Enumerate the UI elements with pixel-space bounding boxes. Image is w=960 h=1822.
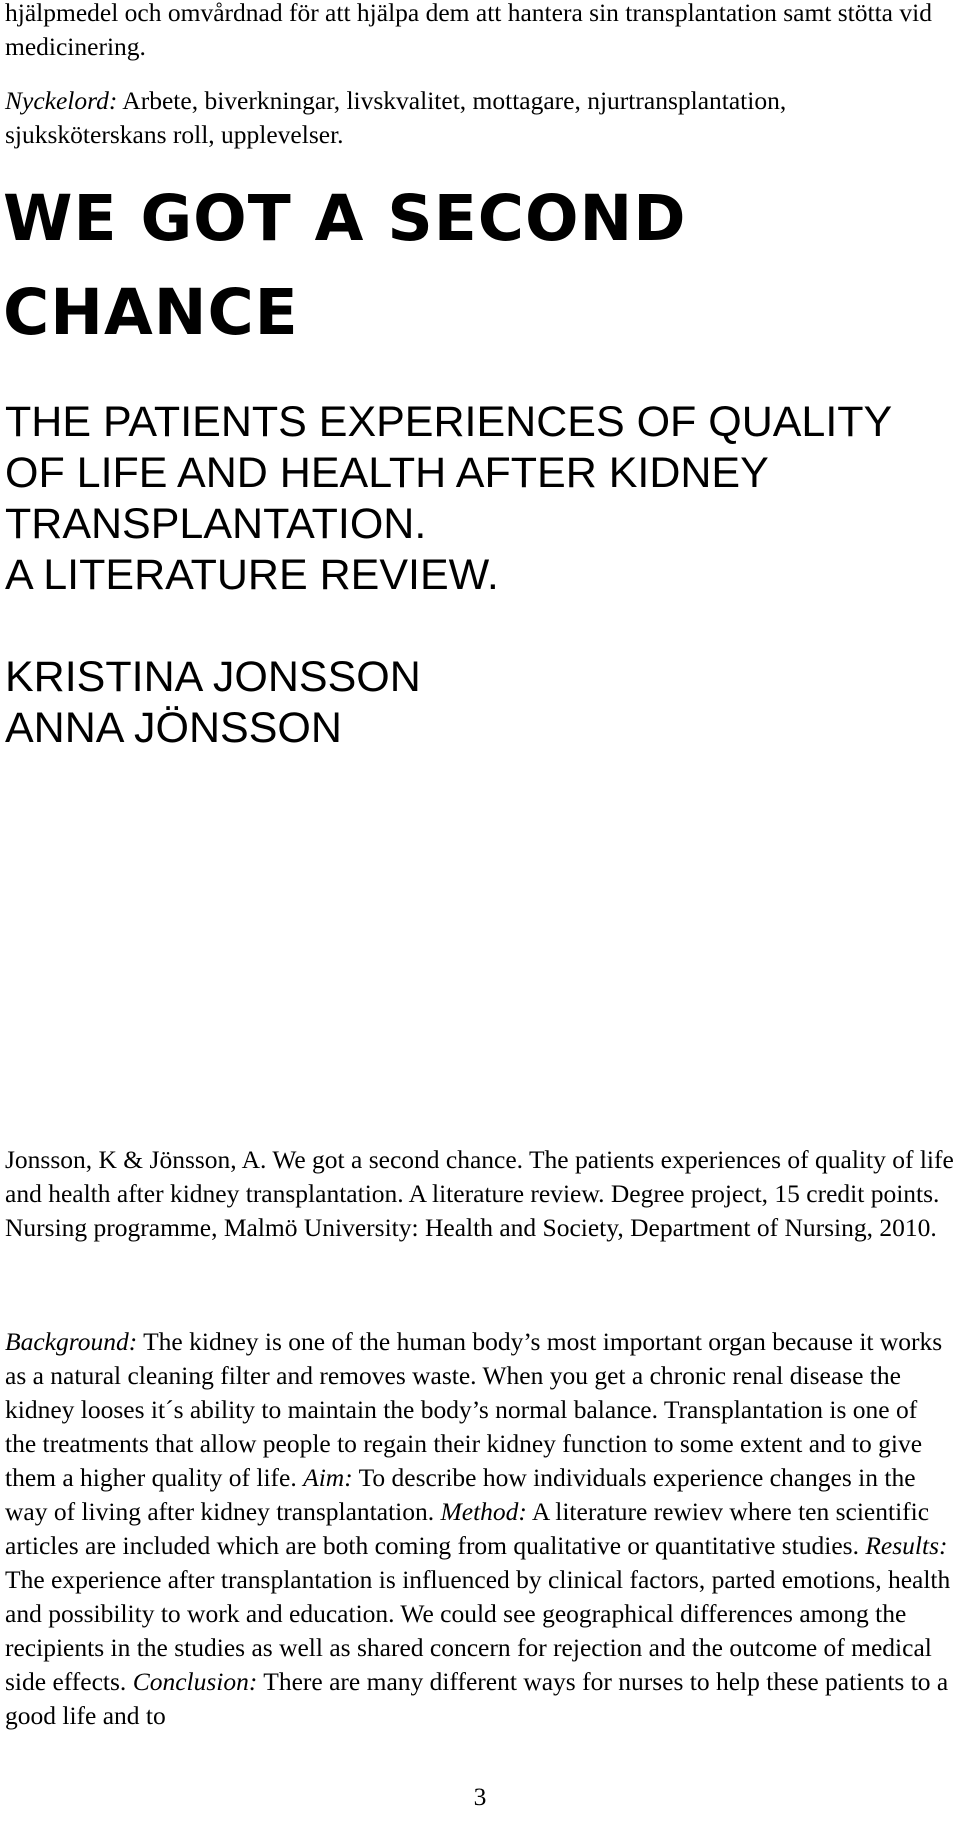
subtitle — [5, 397, 892, 601]
results-label: Results: — [865, 1531, 948, 1560]
aim-label: Aim: — [303, 1463, 353, 1492]
subtitle-line-3: TRANSPLANTATION. — [5, 500, 427, 548]
method-label: Method: — [440, 1497, 527, 1526]
conclusion-label: Conclusion: — [132, 1667, 258, 1696]
page-number: 3 — [473, 1782, 487, 1811]
keywords-paragraph — [5, 84, 954, 152]
intro-paragraph — [5, 0, 954, 64]
author-2: ANNA JÖNSSON — [5, 704, 342, 752]
authors — [5, 652, 421, 754]
method-text: A literature rewiev where ten scientific articles are included which are both coming from qualitative or quantitative studies. — [5, 1497, 930, 1560]
citation-text: Jonsson, K & Jönsson, A. We got a second chance. The patients experiences of quality of life and health after kidney transplantation. A literature review. Degree project, 15 credit points. Nursing programme, Malmö University: Health and Society, Department of Nursing, 2010. — [5, 1145, 954, 1242]
keywords-text: Arbete, biverkningar, livskvalitet, mottagare, njurtransplantation, sjuksköterskans roll, upplevelser. — [5, 86, 787, 149]
conclusion-text: There are many different ways for nurses to help these patients to a good life and to — [5, 1667, 949, 1730]
background-label: Background: — [5, 1327, 138, 1356]
abstract-paragraph — [5, 1325, 954, 1733]
main-title-line-2: CHANCE — [3, 276, 299, 349]
aim-text: To describe how individuals experience changes in the way of living after kidney transplantation. — [5, 1463, 916, 1526]
citation-paragraph — [5, 1143, 954, 1245]
author-1: KRISTINA JONSSON — [5, 653, 421, 701]
background-text: The kidney is one of the human body’s most important organ because it works as a natural cleaning filter and removes waste. When you get a chronic renal disease the kidney looses it´s ability to maintain the body’s normal balance. Transplantation is one of the treatments that allow people to regain their kidney function to some extent and to give them a higher quality of life. — [5, 1327, 943, 1492]
subtitle-line-1: THE PATIENTS EXPERIENCES OF QUALITY — [5, 398, 893, 446]
intro-text: hjälpmedel och omvårdnad för att hjälpa dem att hantera sin transplantation samt stötta vid medicinering. — [5, 0, 932, 61]
subtitle-line-4: A LITERATURE REVIEW. — [5, 551, 499, 599]
keywords-label: Nyckelord: — [5, 86, 118, 115]
main-title — [3, 172, 687, 360]
results-text: The experience after transplantation is influenced by clinical factors, parted emotions, health and possibility to work and education. We could see geographical differences among the recipients in the studies as well as shared concern for rejection and the outcome of medical side effects. — [5, 1565, 951, 1696]
main-title-line-1: WE GOT A SECOND — [3, 182, 687, 255]
subtitle-line-2: OF LIFE AND HEALTH AFTER KIDNEY — [5, 449, 769, 497]
